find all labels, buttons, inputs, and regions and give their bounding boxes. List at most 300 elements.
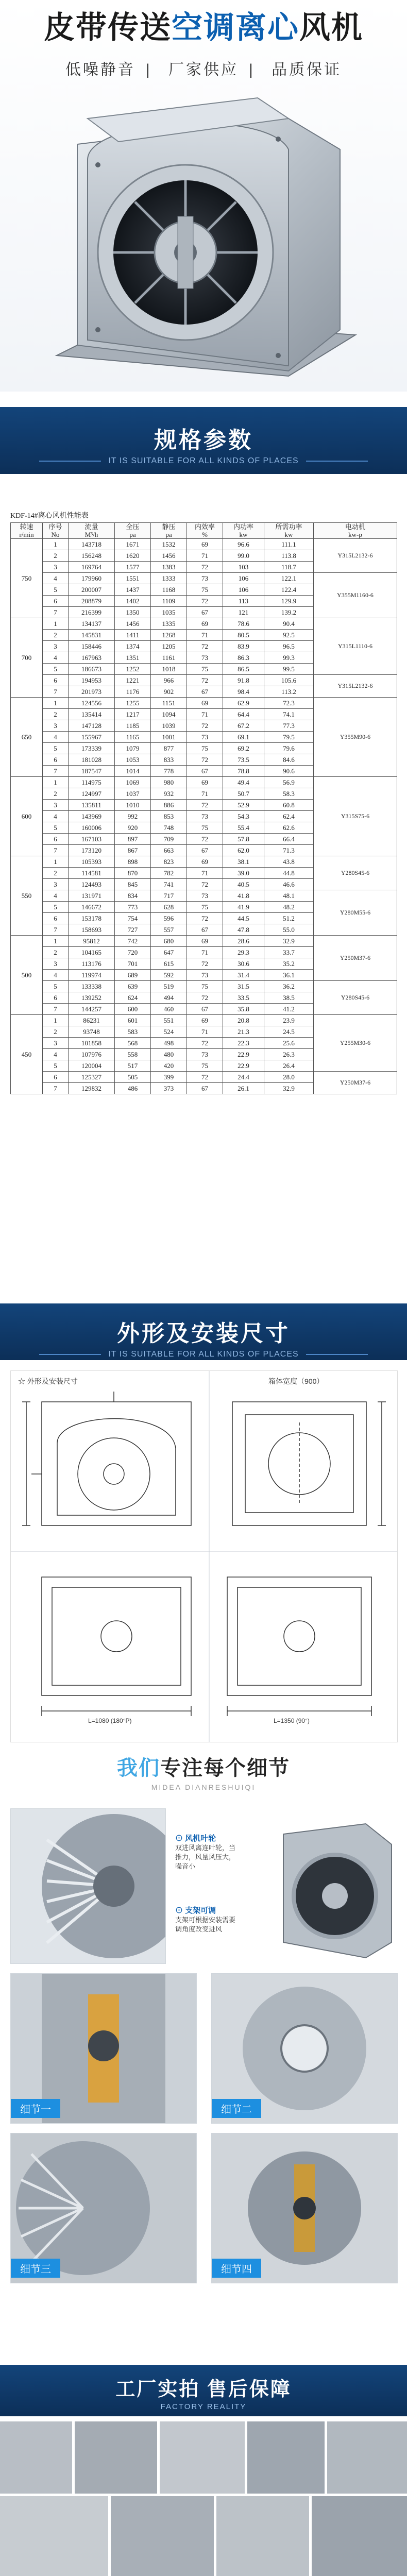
table-cell: 187547 [69,766,115,777]
details-subtitle: MIDEA DIANRESHUIQI [151,1783,256,1791]
table-cell: 1205 [151,641,187,652]
motor-cell: Y355M90-6 [314,698,397,777]
speed-cell: 700 [11,618,43,698]
table-cell: 80.5 [223,630,264,641]
table-cell: 71 [187,550,223,562]
table-cell: 78.8 [223,766,264,777]
hero-section [0,0,407,392]
table-cell: 72 [187,754,223,766]
factory-photo-2 [75,2421,157,2494]
table-cell: 5 [43,981,69,992]
table-cell: 709 [151,834,187,845]
table-cell: 5 [43,902,69,913]
table-cell: 135414 [69,709,115,720]
install-title: 外形及安装尺寸 [117,1321,290,1346]
table-cell: 167963 [69,652,115,664]
table-cell: 73.5 [223,754,264,766]
table-cell: 66.4 [264,834,314,845]
table-cell: 680 [151,936,187,947]
table-cell: 44.8 [264,868,314,879]
table-cell: 169764 [69,562,115,573]
table-cell: 124556 [69,698,115,709]
table-cell: 2 [43,709,69,720]
table-cell: 782 [151,868,187,879]
table-cell: 5 [43,822,69,834]
table-cell: 90.4 [264,618,314,630]
table-cell: 32.9 [264,936,314,947]
dims-left-dim: L=1080 (180°P) [88,1717,132,1724]
table-cell: 75 [187,1060,223,1072]
table-cell: 24.4 [223,1072,264,1083]
table-cell: 1 [43,618,69,630]
table-cell: 36.2 [264,981,314,992]
dimension-drawing [10,1370,398,1742]
table-cell: 754 [115,913,151,924]
table-cell: 145831 [69,630,115,641]
table-row [11,890,397,902]
table-cell: 1411 [115,630,151,641]
table-cell: 1 [43,856,69,868]
table-cell: 91.8 [223,675,264,686]
table-cell: 67 [187,1004,223,1015]
table-cell: 144257 [69,1004,115,1015]
table-cell: 35.2 [264,958,314,970]
table-cell: 823 [151,856,187,868]
table-cell: 5 [43,664,69,675]
table-cell: 4 [43,732,69,743]
table-cell: 22.9 [223,1049,264,1060]
detail-full-fan [273,1814,397,1963]
table-cell: 26.3 [264,1049,314,1060]
table-cell: 44.5 [223,913,264,924]
table-row [11,856,397,868]
spec-header-8: 电动机 kw-p [314,523,397,539]
callout-impeller-title: ⊙ 风机叶轮 [175,1834,216,1843]
table-cell: 3 [43,958,69,970]
table-row [11,1072,397,1083]
table-cell: 69.1 [223,732,264,743]
table-cell: 494 [151,992,187,1004]
motor-cell: Y255M30-6 [314,1015,397,1072]
table-cell: 6 [43,834,69,845]
table-cell: 99.5 [264,664,314,675]
table-cell: 62.6 [264,822,314,834]
table-cell: 460 [151,1004,187,1015]
motor-cell: Y315L2132-6 [314,539,397,573]
table-cell: 1620 [115,550,151,562]
table-cell: 1335 [151,618,187,630]
speed-cell: 750 [11,539,43,618]
details-title-accent: 专注 [160,1757,204,1780]
table-cell: 22.3 [223,1038,264,1049]
table-cell: 24.5 [264,1026,314,1038]
table-cell: 4 [43,970,69,981]
table-cell: 72 [187,720,223,732]
table-cell: 1383 [151,562,187,573]
table-cell: 73 [187,970,223,981]
table-cell: 517 [115,1060,151,1072]
details-title-prefix: 我们 [117,1757,160,1780]
table-cell: 69.2 [223,743,264,754]
table-cell: 853 [151,811,187,822]
motor-cell: Y355M1160-6 [314,573,397,618]
table-row [11,936,397,947]
table-cell: 118.7 [264,562,314,573]
table-cell: 72 [187,992,223,1004]
table-cell: 7 [43,845,69,856]
motor-cell: Y315L2132-6 [314,675,397,698]
table-cell: 1350 [115,607,151,618]
table-row [11,1015,397,1026]
table-cell: 71 [187,1026,223,1038]
motor-cell: Y315S75-6 [314,777,397,856]
motor-cell: Y250M37-6 [314,936,397,981]
table-cell: 20.8 [223,1015,264,1026]
table-cell: 486 [115,1083,151,1094]
fan-product-image [0,88,407,386]
table-cell: 592 [151,970,187,981]
detail-tag-4: 细节四 [212,2259,261,2278]
table-cell: 52.9 [223,800,264,811]
table-cell: 870 [115,868,151,879]
table-cell: 103 [223,562,264,573]
table-cell: 208879 [69,596,115,607]
table-cell: 7 [43,1083,69,1094]
table-cell: 69 [187,698,223,709]
factory-photo-8 [216,2496,309,2576]
table-cell: 40.5 [223,879,264,890]
table-cell: 72 [187,913,223,924]
table-cell: 1551 [115,573,151,584]
table-cell: 114581 [69,868,115,879]
table-cell: 95812 [69,936,115,947]
table-cell: 480 [151,1049,187,1060]
detail-one [10,1973,197,2124]
table-cell: 51.2 [264,913,314,924]
factory-photo-5 [327,2421,407,2494]
table-cell: 71 [187,630,223,641]
table-cell: 71 [187,947,223,958]
table-cell: 173120 [69,845,115,856]
table-cell: 4 [43,811,69,822]
table-cell: 72 [187,958,223,970]
table-cell: 32.9 [264,1083,314,1094]
table-cell: 55.0 [264,924,314,936]
table-cell: 60.8 [264,800,314,811]
dims-right-dim: L=1350 (90°) [274,1717,310,1724]
table-cell: 56.9 [264,777,314,788]
table-row [11,539,397,550]
table-cell: 121 [223,607,264,618]
table-cell: 6 [43,1072,69,1083]
table-cell: 30.6 [223,958,264,970]
hero-sub-3: 品质保证 [272,61,342,78]
table-cell: 69 [187,856,223,868]
table-cell: 877 [151,743,187,754]
table-cell: 158693 [69,924,115,936]
table-cell: 194953 [69,675,115,686]
dims-left-label: ☆ 外形及安装尺寸 [18,1377,78,1385]
table-cell: 1010 [115,800,151,811]
table-cell: 71 [187,709,223,720]
table-cell: 99.0 [223,550,264,562]
table-cell: 845 [115,879,151,890]
table-cell: 1001 [151,732,187,743]
table-cell: 64.4 [223,709,264,720]
table-cell: 72 [187,1072,223,1083]
factory-banner [0,2365,407,2416]
table-cell: 58.3 [264,788,314,800]
table-cell: 62.4 [264,811,314,822]
dims-right-label: 箱体宽度（900） [268,1377,324,1385]
full-fan-image [273,1814,397,1963]
spec-header-7: 所需功率 kw [264,523,314,539]
factory-photo-4 [247,2421,325,2494]
table-cell: 1035 [151,607,187,618]
table-cell: 73 [187,573,223,584]
table-cell: 73 [187,732,223,743]
table-cell: 773 [115,902,151,913]
table-cell: 583 [115,1026,151,1038]
table-cell: 639 [115,981,151,992]
table-cell: 55.4 [223,822,264,834]
table-cell: 28.6 [223,936,264,947]
table-cell: 6 [43,754,69,766]
table-cell: 86231 [69,1015,115,1026]
hero-sub-1: 低噪静音 [65,61,135,78]
table-row [11,675,397,686]
table-cell: 1374 [115,641,151,652]
spec-header-5: 内效率 % [187,523,223,539]
spec-title: 规格参数 [154,428,253,453]
table-cell: 33.7 [264,947,314,958]
table-cell: 73 [187,811,223,822]
table-cell: 1402 [115,596,151,607]
table-cell: 701 [115,958,151,970]
table-cell: 26.4 [264,1060,314,1072]
table-cell: 886 [151,800,187,811]
motor-cell: Y250M37-6 [314,1072,397,1094]
details-title [0,1752,407,1781]
table-cell: 72.3 [264,698,314,709]
table-cell: 186673 [69,664,115,675]
table-cell: 83.9 [223,641,264,652]
table-cell: 125327 [69,1072,115,1083]
table-cell: 47.8 [223,924,264,936]
table-cell: 49.4 [223,777,264,788]
table-cell: 1176 [115,686,151,698]
table-cell: 1 [43,777,69,788]
table-cell: 1 [43,698,69,709]
table-cell: 153178 [69,913,115,924]
table-cell: 48.1 [264,890,314,902]
spec-table-body [11,539,397,1094]
table-cell: 1 [43,1015,69,1026]
table-cell: 29.3 [223,947,264,958]
table-cell: 113 [223,596,264,607]
table-cell: 3 [43,1038,69,1049]
table-cell: 147128 [69,720,115,732]
table-cell: 67 [187,845,223,856]
table-cell: 596 [151,913,187,924]
table-cell: 6 [43,913,69,924]
table-cell: 3 [43,720,69,732]
table-cell: 3 [43,800,69,811]
table-cell: 7 [43,1004,69,1015]
speed-cell: 500 [11,936,43,1015]
table-cell: 834 [115,890,151,902]
table-cell: 86.3 [223,652,264,664]
table-cell: 41.8 [223,890,264,902]
table-cell: 1252 [115,664,151,675]
table-cell: 75 [187,743,223,754]
hero-subtitle: 低噪静音 | 厂家供应 | 品质保证 [65,61,342,78]
table-cell: 373 [151,1083,187,1094]
table-cell: 1217 [115,709,151,720]
table-cell: 69 [187,618,223,630]
table-cell: 146672 [69,902,115,913]
hero-title-part2: 风机 [299,10,363,45]
table-cell: 1577 [115,562,151,573]
spec-subtitle: IT IS SUITABLE FOR ALL KINDS OF PLACES [108,456,299,465]
table-cell: 31.4 [223,970,264,981]
table-cell: 36.1 [264,970,314,981]
details-header [0,1752,407,1791]
table-cell: 1351 [115,652,151,664]
table-cell: 992 [115,811,151,822]
table-cell: 50.7 [223,788,264,800]
table-cell: 26.1 [223,1083,264,1094]
table-cell: 72 [187,1038,223,1049]
table-cell: 2 [43,947,69,958]
table-cell: 160006 [69,822,115,834]
table-cell: 624 [115,992,151,1004]
table-cell: 74.1 [264,709,314,720]
table-cell: 106 [223,584,264,596]
table-cell: 135811 [69,800,115,811]
table-cell: 104165 [69,947,115,958]
table-cell: 62.9 [223,698,264,709]
table-cell: 72 [187,596,223,607]
table-cell: 48.2 [264,902,314,913]
table-cell: 67 [187,924,223,936]
table-cell: 558 [115,1049,151,1060]
table-cell: 1185 [115,720,151,732]
dimension-svg [11,1371,397,1742]
table-cell: 73 [187,1049,223,1060]
table-cell: 1053 [115,754,151,766]
detail-tag-2: 细节二 [212,2099,261,2118]
table-cell: 1333 [151,573,187,584]
table-cell: 67 [187,1083,223,1094]
table-cell: 67 [187,686,223,698]
table-cell: 143969 [69,811,115,822]
hero-title-part1: 皮带传送 [44,10,172,45]
table-cell: 902 [151,686,187,698]
table-cell: 73 [187,890,223,902]
table-cell: 920 [115,822,151,834]
table-cell: 1532 [151,539,187,550]
table-cell: 122.4 [264,584,314,596]
motor-cell: Y280S45-6 [314,981,397,1015]
table-row [11,618,397,630]
table-cell: 7 [43,924,69,936]
table-cell: 86.5 [223,664,264,675]
detail-two [211,1973,398,2124]
table-cell: 129832 [69,1083,115,1094]
table-cell: 1039 [151,720,187,732]
table-cell: 3 [43,879,69,890]
table-cell: 1 [43,539,69,550]
table-cell: 7 [43,686,69,698]
spec-table [10,522,397,1094]
table-cell: 1456 [115,618,151,630]
callout-impeller: ⊙ 风机叶轮 双进风离连叶轮，当 推力，风量风压大， 噪音小 [175,1834,268,1871]
table-cell: 62.0 [223,845,264,856]
install-banner [0,1303,407,1360]
table-cell: 524 [151,1026,187,1038]
table-cell: 551 [151,1015,187,1026]
table-cell: 966 [151,675,187,686]
table-cell: 1037 [115,788,151,800]
table-cell: 2 [43,1026,69,1038]
table-cell: 1109 [151,596,187,607]
table-cell: 46.6 [264,879,314,890]
factory-photo-3 [160,2421,245,2494]
table-cell: 720 [115,947,151,958]
table-cell: 833 [151,754,187,766]
table-cell: 6 [43,675,69,686]
table-cell: 67 [187,607,223,618]
table-cell: 122.1 [264,573,314,584]
table-cell: 4 [43,890,69,902]
table-cell: 72 [187,675,223,686]
factory-photo-9 [312,2496,407,2576]
table-cell: 155967 [69,732,115,743]
table-row [11,698,397,709]
table-cell: 67.2 [223,720,264,732]
spec-header-1: 序号 No [43,523,69,539]
spec-header-6: 内功率 kw [223,523,264,539]
table-cell: 93748 [69,1026,115,1038]
table-cell: 23.9 [264,1015,314,1026]
table-cell: 131971 [69,890,115,902]
table-cell: 105393 [69,856,115,868]
table-cell: 57.8 [223,834,264,845]
table-cell: 663 [151,845,187,856]
spec-header-3: 全压 pa [115,523,151,539]
table-cell: 1268 [151,630,187,641]
table-cell: 119974 [69,970,115,981]
table-cell: 120004 [69,1060,115,1072]
table-cell: 72 [187,800,223,811]
table-cell: 72 [187,562,223,573]
speed-cell: 600 [11,777,43,856]
motor-cell: Y280M55-6 [314,890,397,936]
table-row [11,981,397,992]
table-cell: 79.6 [264,743,314,754]
table-cell: 75 [187,664,223,675]
table-cell: 38.1 [223,856,264,868]
table-cell: 99.3 [264,652,314,664]
table-cell: 778 [151,766,187,777]
table-cell: 96.6 [223,539,264,550]
table-cell: 2 [43,550,69,562]
detail-tag-1: 细节一 [11,2099,60,2118]
table-cell: 75 [187,822,223,834]
table-cell: 69 [187,777,223,788]
table-cell: 111.1 [264,539,314,550]
